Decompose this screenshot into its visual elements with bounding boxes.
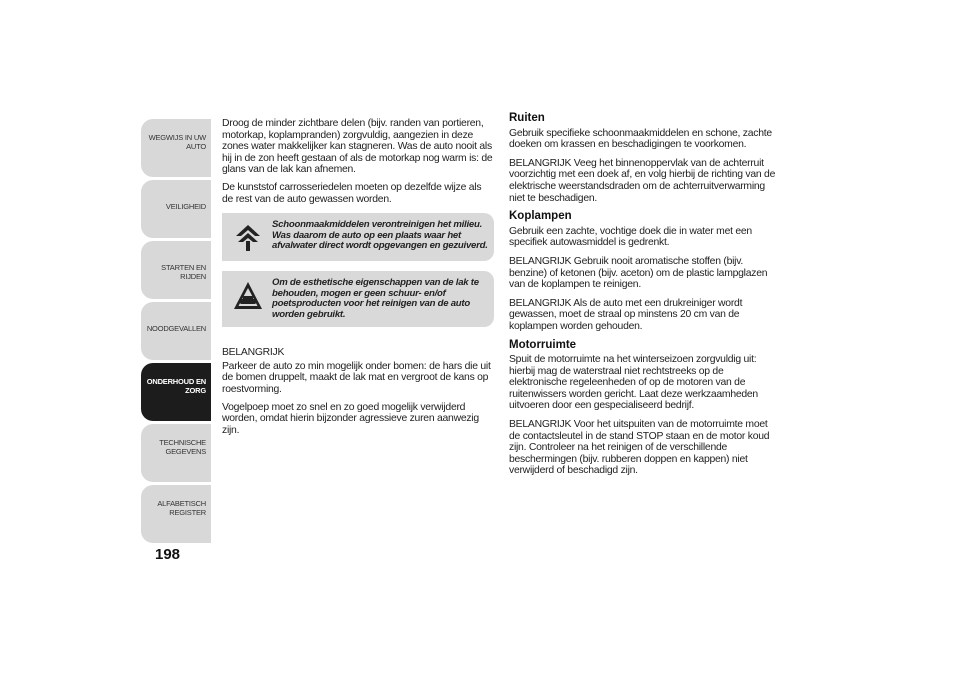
paragraph: BELANGRIJK Gebruik nooit aromatische stoffen (bijv. benzine) of ketonen (bijv. aceton) om de plastic lampglazen van de koplampen te reinigen. xyxy=(509,255,768,291)
tab-label: STARTEN EN RIJDEN xyxy=(161,263,206,281)
important-heading: BELANGRIJK xyxy=(222,347,285,359)
tab-technische-gegevens[interactable] xyxy=(141,424,211,482)
tab-label: ZORG xyxy=(185,386,206,395)
paragraph: Spuit de motorruimte na het winterseizoen zorgvuldig uit: hierbij mag de waterstraal niet rechtstreeks op de elektronische regeleenheden of op de motoren van de ruitenwissers worden gericht. Laat deze werkzaamheden uitvoeren door een gespecialiseerd bedrijf. xyxy=(509,354,758,412)
tab-starten-en-rijden[interactable] xyxy=(141,241,211,299)
right-column xyxy=(509,113,779,484)
environment-icon xyxy=(232,222,264,254)
paragraph: Parkeer de auto zo min mogelijk onder bomen: de hars die uit de bomen druppelt, maakt de lak mat en vergroot de kans op roestvorming. xyxy=(222,360,491,395)
tab-veiligheid[interactable] xyxy=(141,180,211,238)
paint-note xyxy=(222,271,494,327)
tab-label: WEGWIJS IN UW xyxy=(148,133,206,142)
car-wash-warning-icon xyxy=(232,280,264,312)
page-number: 198 xyxy=(155,546,181,563)
tab-noodgevallen[interactable] xyxy=(141,302,211,360)
tab-label: VEILIGHEID xyxy=(165,202,206,211)
environment-note xyxy=(222,213,494,261)
left-column xyxy=(222,118,494,442)
tab-label: ONDERHOUD EN xyxy=(146,377,206,386)
section-heading-ruiten: Ruiten xyxy=(509,112,545,124)
tab-label: REGISTER xyxy=(169,508,206,517)
tab-label: ALFABETISCH xyxy=(157,499,206,508)
tab-label: AUTO xyxy=(186,142,206,151)
note-text: Schoonmaakmiddelen verontreinigen het milieu. Was daarom de auto op een plaats waar het afvalwater direct wordt opgevangen en gezuiverd. xyxy=(272,219,488,252)
tab-alfabetisch-register[interactable] xyxy=(141,485,211,543)
paragraph: Gebruik een zachte, vochtige doek die in water met een specifiek autowasmiddel is gedrenkt. xyxy=(509,225,752,249)
tab-label: NOODGEVALLEN xyxy=(146,324,206,333)
paragraph: Vogelpoep moet zo snel en zo goed mogelijk verwijderd worden, omdat hierin bijzonder agressieve zuren aanwezig zijn. xyxy=(222,401,479,436)
section-heading-motorruimte: Motorruimte xyxy=(509,338,577,351)
note-text: Om de esthetische eigenschappen van de lak te behouden, mogen er geen schuur- en/of poetsproducten voor het reinigen van de auto worden gebruikt. xyxy=(272,277,479,320)
section-heading-koplampen: Koplampen xyxy=(509,210,572,223)
paragraph: BELANGRIJK Voor het uitspuiten van de motorruimte moet de contactsleutel in de stand STOP staan en de motor koud zijn. Controleer na het reinigen of de verschillende beschermingen (bijv. rubberen doppen en kappen) niet verwijderd of beschadigd zijn. xyxy=(509,419,770,477)
paragraph: Droog de minder zichtbare delen (bijv. randen van portieren, motorkap, koplampranden) zorgvuldig, aangezien in deze zones water makkelijker kan stagneren. Was de auto nooit als hij in de zon heeft gestaan of als de motorkap nog warm is: de glans van de lak kan afnemen. xyxy=(222,118,493,176)
paragraph: BELANGRIJK Veeg het binnenoppervlak van de achterruit voorzichtig met een doek af, en volg hierbij de richting van de elektrische weerstandsdraden om de achterruitverwarming niet te beschadigen. xyxy=(509,157,776,204)
paragraph: BELANGRIJK Als de auto met een drukreiniger wordt gewassen, moet de straal op minstens 20 cm van de koplampen worden gehouden. xyxy=(509,297,743,332)
paragraph: De kunststof carrosseriedelen moeten op dezelfde wijze als de rest van de auto gewassen worden. xyxy=(222,181,482,205)
paragraph: Gebruik specifieke schoonmaakmiddelen en schone, zachte doeken om krassen en beschadigingen te voorkomen. xyxy=(509,127,772,151)
tab-label: GEGEVENS xyxy=(165,447,206,456)
tab-wegwijs[interactable] xyxy=(141,119,211,177)
tab-label: TECHNISCHE xyxy=(159,438,206,447)
tab-onderhoud-en-zorg[interactable] xyxy=(141,363,211,421)
